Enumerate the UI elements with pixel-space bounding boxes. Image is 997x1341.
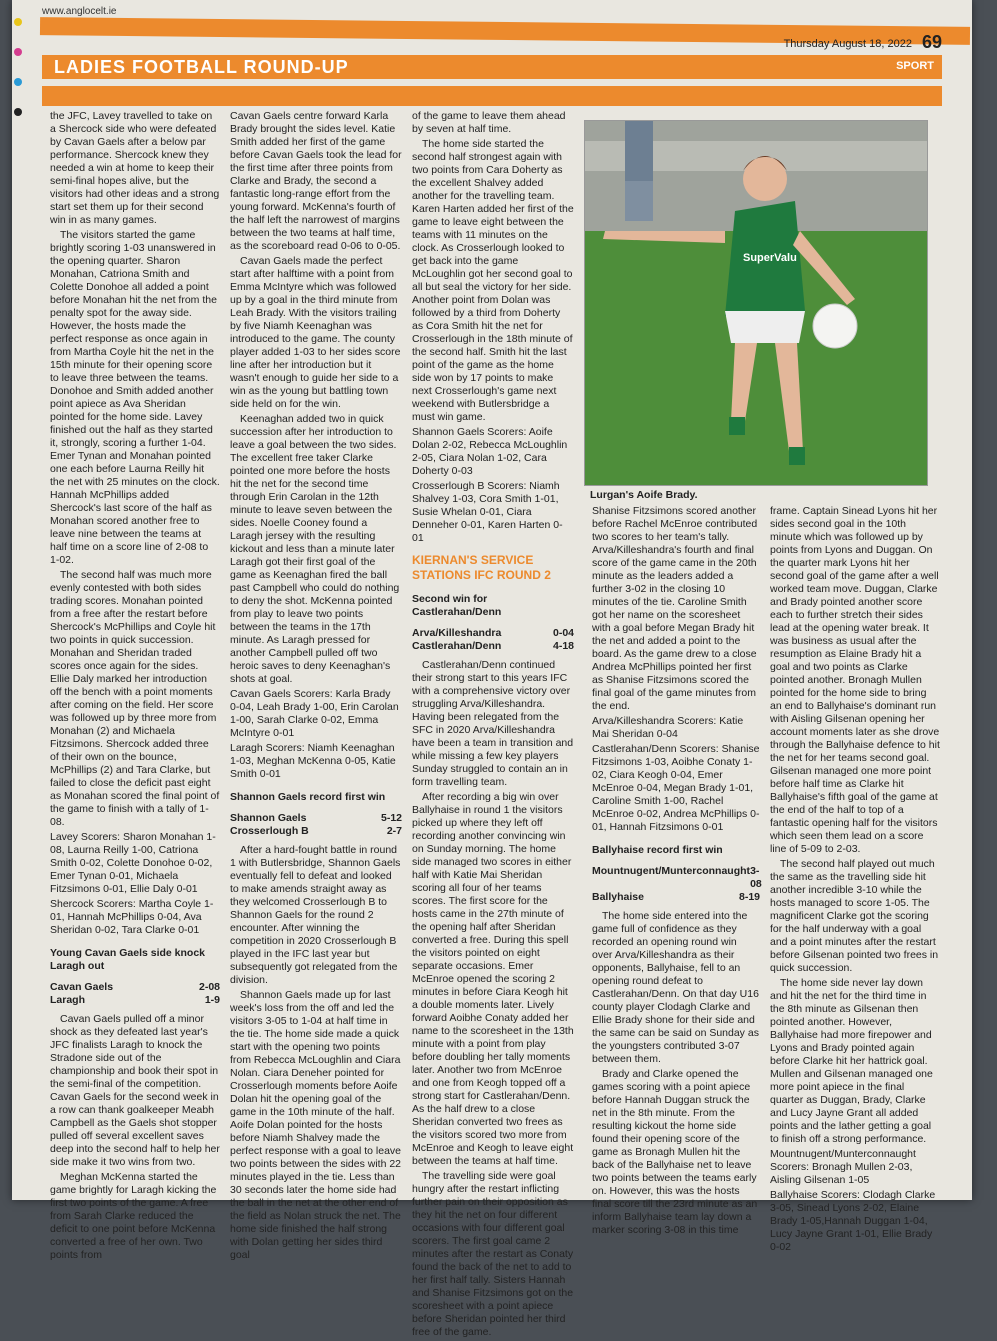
paragraph: The home side started the second half strongest again with two points from Cara Doherty as the excellent Shalvey added another for the travelling team. Karen Harten added her first of the game to leave eight between the teams with 11 minutes on the clock. As Crosserlough looked to get back into the game McLoughlin got her second goal to all but seal the victory for her side. Another point from Dolan was followed by a third from Doherty as Cora Smith hit the net for Crosserlough in the 18th minute of the second half. Smith hit the last point of the game as the home side won by 17 points to make next Crosserlough's game next weekend with Butlersbridge a must win game. bbox=[412, 138, 574, 423]
team-score: 2-08 bbox=[198, 981, 220, 993]
photo-illustration bbox=[585, 121, 927, 485]
team-name: Ballyhaise bbox=[592, 891, 644, 903]
scorers-line: Lavey Scorers: Sharon Monahan 1-08, Laurna Reilly 1-00, Catriona Smith 0-02, Colette Donohoe 0-02, Emer Tynan 0-01, Michaela Fitzsimons 0-01, Ellie Daly 0-01 bbox=[50, 831, 216, 895]
paragraph: Meghan McKenna started the game brightly for Laragh kicking the first two points of the game. A free from Sarah Clarke reduced the deficit to one point before McKenna converted a free of her own. Two points from bbox=[50, 1171, 217, 1261]
magenta-mark bbox=[14, 48, 22, 56]
paragraph: The home side entered into the game full of confidence as they recorded an opening round win over Arva/Killeshandra as their opponents, Ballyhaise, fell to an opening round defeat to Castlerahan/Denn. On that day U16 county player Clodagh Clarke and Ellie Brady shone for their side and the same can be said on Sunday as the youngsters contributed 3-07 between them. bbox=[592, 910, 759, 1065]
header-stripe bbox=[42, 86, 942, 106]
column-4 bbox=[592, 505, 760, 1239]
team-name: Cavan Gaels bbox=[50, 981, 114, 993]
team-name: Crosserlough B bbox=[230, 825, 309, 837]
competition-banner bbox=[412, 553, 574, 583]
section-tag: SPORT bbox=[896, 60, 934, 72]
paragraph: The travelling side were goal hungry after the restart inflicting further pain on their opposition as they hit the net on four different occasions with four different goal scorers. The first goal came 2 minutes after the restart as Conaty found the back of the net to add to her first half tally. Sisters Hannah and Shanise Fitzsimons got on the scoresheet with a point apiece before Sheridan pointed her third free of the game. bbox=[412, 1170, 574, 1338]
yellow-mark bbox=[14, 18, 22, 26]
page-number: 69 bbox=[921, 32, 942, 52]
spectator-legs bbox=[625, 181, 653, 221]
team-name: Castlerahan/Denn bbox=[412, 640, 502, 652]
paragraph: Shanise Fitzsimons scored another before Rachel McEnroe contributed two scores to her team's tally. Arva/Killeshandra's fourth and final score of the game came in the 20th minute as the leaders added a further 3-02 in the closing 10 minutes of the tie. Caroline Smith got her name on the scoresheet with a goal before Megan Brady hit the net and added a point to the board. As the game drew to a close Andrea McPhillips pointed her first as Shanise Fitzsimons scored the final goal of the game minutes from the end. bbox=[592, 505, 758, 712]
paragraph: The visitors started the game brightly scoring 1-03 unanswered in the opening quarter. Sharon Monahan, Catriona Smith and Colette Donohoe all added a point before Monahan hit the net from the penalty spot for the away side. However, the hosts made the perfect response as once again in from Martha Coyle hit the net in the 15th minute for their opening score to leave three between the teams. Donohoe and Smith added another point apiece as Ava Sheridan pointed for the home side. Lavey finished out the half as they started it, strongly, scoring a further 1-04. Emer Tynan and Monahan pointed one each before Laurna Reilly hit the net with 25 minutes on the clock. Hannah McPhillips added Shercock's last score of the half as Monahan scored another free to leave nine between the teams at half time on a score line of 2-08 to 1-02. bbox=[50, 229, 220, 566]
paragraph: Keenaghan added two in quick succession after her introduction to leave a goal between the two sides. The excellent free taker Clarke pointed one more before the hosts hit the net for the second time through Erin Carolan in the 12th minute to leave seven between the sides. Noelle Cooney found a Laragh jersey with the resulting kickout and less than a minute later Laragh got their first goal of the game as Keenaghan fired the ball past Campbell who could do nothing to deny the shot. McKenna pointed from play to leave two points between the teams in the 17th minute. As Laragh pressed for another Campbell pulled off two heroic saves to deny Keenaghan's shots at goal. bbox=[230, 413, 400, 685]
result-row bbox=[592, 891, 760, 904]
jersey-sponsor: SuperValu bbox=[743, 252, 797, 264]
spectator-body bbox=[625, 121, 653, 181]
result-row bbox=[412, 640, 574, 653]
newspaper-page bbox=[12, 0, 972, 1338]
subheading: Young Cavan Gaels side knock Laragh out bbox=[50, 947, 206, 972]
paragraph: The home side never lay down and hit the net for the third time in the 8th minute as Gilsenan then pointed another. However, Ballyhaise had more firepower and Lyons and Brady pointed again before Clarke hit her hattrick goal. Mullen and Gilsenan managed one more point apiece in the final quarter as Duggan, Brady, Clarke and Lucy Jayne Grant all added points and the lather getting a goal to finish off a strong performance. bbox=[770, 977, 933, 1145]
column-5 bbox=[770, 505, 940, 1256]
black-mark bbox=[14, 108, 22, 116]
scorers-line: Mountnugent/Munterconnaught Scorers: Bronagh Mullen 2-03, Aisling Gilsenan 1-05 bbox=[770, 1148, 916, 1186]
team-score: 8-19 bbox=[738, 891, 760, 903]
player-photo bbox=[584, 120, 928, 486]
team-score: 0-04 bbox=[552, 627, 574, 639]
paragraph: Cavan Gaels made the perfect start after halftime with a point from Emma McIntyre which was followed up by a goal in the third minute from Leah Brady. With the visitors trailing by five Niamh Keenaghan was introduced to the game. The county player added 1-03 to her sides score line after her introduction but it wasn't enough to guide her side to a win as the young but battling town side held on for the win. bbox=[230, 255, 401, 410]
scorers-line: Castlerahan/Denn Scorers: Shanise Fitzsimons 1-03, Aoibhe Conaty 1-02, Ciara Keogh 0-04, Emer McEnroe 0-04, Megan Brady 1-01, Caroline Smith 1-00, Rachel McEnroe 0-02, Andrea McPhillips 0-01, Hannah Fitzsimons 0-01 bbox=[592, 743, 760, 833]
team-score: 2-7 bbox=[386, 825, 402, 837]
paragraph: Shannon Gaels made up for last week's loss from the off and led the visitors 3-05 to 1-04 at half time in the tie. The home side made a quick start with the opening two points from Rebecca McLoughlin and Ciara Nolan. Ciara Deneher pointed for Crosserlough moments before Aoife Dolan hit the opening goal of the game in the 10th minute of the half. Aoife Dolan pointed for the hosts before Niamh Shalvey made the perfect response with a goal to leave two points between the sides with 22 minutes played in the tie. Less than 30 seconds later the home side had the ball in the net at the other end of the field as Nolan struck the net. The home side finished the half strong with Dolan getting her sides third goal bbox=[230, 989, 402, 1261]
paragraph: Cavan Gaels centre forward Karla Brady brought the sides level. Katie Smith added her first of the game before Cavan Gaels took the lead for the first time after three points from Clarke and Brady, the second a fantastic long-range effort from the young forward. McKenna's fourth of the half left the narrowest of margins between the two teams at half time, as the scoreboard read 0-06 to 0-05. bbox=[230, 110, 402, 252]
photo-caption: Lurgan's Aoife Brady. bbox=[590, 489, 698, 501]
team-name: Shannon Gaels bbox=[230, 812, 307, 824]
issue-date: Thursday August 18, 2022 bbox=[783, 38, 912, 50]
scorers-line: Laragh Scorers: Niamh Keenaghan 1-03, Meghan McKenna 0-05, Katie Smith 0-01 bbox=[230, 742, 396, 780]
player-head bbox=[743, 157, 787, 201]
team-score: 1-9 bbox=[204, 994, 220, 1006]
banner-line: STATIONS IFC ROUND 2 bbox=[412, 568, 551, 582]
team-name: Arva/Killeshandra bbox=[412, 627, 502, 639]
player-sock bbox=[789, 447, 805, 465]
paragraph: of the game to leave them ahead by seven at half time. bbox=[412, 110, 566, 135]
column-2 bbox=[230, 110, 402, 1264]
result-row bbox=[230, 812, 402, 825]
paragraph: After recording a big win over Ballyhaise in round 1 the visitors picked up where they left off recording another convincing win on Sunday morning. The home side managed two scores in either half with Katie Mai Sheridan scoring all four of her teams scores. The first score for the hosts came in the 27th minute of the opening half after Sheridan converted a free. During this spell the visitors pointed on eight separate occasions. Emer McEnroe opened the scoring 2 minutes in before Ciara Keogh hit a double moments later. Lively forward Aoibhe Conaty added her name to the scoresheet in the 13th minute with a point from play before doubling her tally moments later. Another two from McEnroe and one from Keogh topped off a strong start for Castlerahan/Denn. As the half drew to a close Sheridan converted two frees as the visitors scored two more from McEnroe and Keogh to leave eight between the teams at half time. bbox=[412, 791, 574, 1167]
player-sock bbox=[729, 417, 745, 435]
scorers-line: Shercock Scorers: Martha Coyle 1-01, Hannah McPhillips 0-04, Ava Sheridan 0-02, Tara Clarke 0-01 bbox=[50, 898, 214, 936]
site-url: www.anglocelt.ie bbox=[42, 6, 117, 17]
paragraph: The second half played out much the same as the travelling side hit another incredible 3-10 while the hosts managed to score 1-05. The magnificent Clarke got the scoring for the half underway with a goal and a point minutes after the restart before Gilsenan pointed two frees in quick succession. bbox=[770, 858, 939, 974]
team-score: 4-18 bbox=[552, 640, 574, 652]
section-header bbox=[42, 55, 942, 79]
scorers-line: Crosserlough B Scorers: Niamh Shalvey 1-03, Cora Smith 1-01, Susie Whelan 0-01, Ciara Denneher 0-01, Karen Harten 0-01 bbox=[412, 480, 563, 544]
cyan-mark bbox=[14, 78, 22, 86]
result-row bbox=[592, 865, 760, 891]
team-name: Mountnugent/Munterconnaught bbox=[592, 865, 751, 877]
player-shorts bbox=[725, 311, 805, 343]
scorers-line: Cavan Gaels Scorers: Karla Brady 0-04, Leah Brady 1-00, Erin Carolan 1-00, Sarah Clarke 0-02, Emma McIntyre 0-01 bbox=[230, 688, 399, 739]
team-name: Laragh bbox=[50, 994, 86, 1006]
subheading: Second win for Castlerahan/Denn bbox=[412, 593, 502, 618]
paragraph: After a hard-fought battle in round 1 with Butlersbridge, Shannon Gaels eventually fell to defeat and looked to make amends straight away as they welcomed Crosserlough B to Shannon Gaels for the round 2 encounter. After winning the competition in 2020 Crosserlough B played in the IFC last year but subsequently got relegated from the division. bbox=[230, 844, 401, 986]
paragraph: The second half was much more evenly contested with both sides trading scores. Monahan pointed from a free after the restart before Shercock's McPhillips and Coyle hit two points in quick succession. Monahan and Sheridan traded scores once again for the sides. Ellie Daly marked her introduction off the bench with a point moments after coming on the field. Her score was followed up by three more from Monahan (2) and Michaela Fitzsimons. Shercock added three of their own on the bounce, McPhillips (2) and Tara Clarke, but failed to close the deficit past eight as Monahan scored the final point of the game to finish with a tally of 1-08. bbox=[50, 569, 220, 828]
column-3 bbox=[412, 110, 574, 1341]
column-1 bbox=[50, 110, 220, 1264]
section-title: LADIES FOOTBALL ROUND-UP bbox=[54, 57, 349, 77]
result-row bbox=[230, 825, 402, 838]
paragraph: Castlerahan/Denn continued their strong start to this years IFC with a comprehensive victory over struggling Arva/Killeshandra. Having been relegated from the SFC in 2020 Arva/Killeshandra have been a team in transition and while missing a few key players Sunday struggled to contain an in form travelling team. bbox=[412, 659, 574, 788]
result-row bbox=[50, 994, 220, 1007]
scorers-line: Shannon Gaels Scorers: Aoife Dolan 2-02, Rebecca McLoughlin 2-05, Ciara Nolan 1-02, Cara Doherty 0-03 bbox=[412, 426, 568, 477]
banner-line: KIERNAN'S SERVICE bbox=[412, 553, 534, 567]
scorers-line: Ballyhaise Scorers: Clodagh Clarke 3-05, Sinead Lyons 2-02, Elaine Brady 1-05,Hannah Duggan 1-04, Lucy Jayne Grant 1-01, Ellie Brady 0-02 bbox=[770, 1189, 936, 1253]
paragraph: Cavan Gaels pulled off a minor shock as they defeated last year's JFC finalists Laragh to knock the Stradone side out of the championship and book their spot in the semi-final of the competition. Cavan Gaels for the second week in a row can thank goalkeeper Meabh Campbell as the Gaels shot stopper pulled off several excellent saves deep into the second half to help her side make it two wins from two. bbox=[50, 1013, 220, 1168]
team-score: 5-12 bbox=[380, 812, 402, 824]
scorers-line: Arva/Killeshandra Scorers: Katie Mai Sheridan 0-04 bbox=[592, 715, 744, 740]
result-row bbox=[412, 627, 574, 640]
football bbox=[813, 304, 857, 348]
subheading: Ballyhaise record first win bbox=[592, 844, 723, 856]
team-score: 3-08 bbox=[750, 865, 762, 890]
subheading: Shannon Gaels record first win bbox=[230, 791, 386, 803]
paragraph: the JFC, Lavey travelled to take on a Shercock side who were defeated by Cavan Gaels after a below par performance. Shercock knew they needed a win at home to keep their semi-final hopes alive, but the visitors had other ideas and a strong start set them up for their second win in as many games. bbox=[50, 110, 220, 226]
registration-marks bbox=[14, 18, 24, 138]
paragraph: Brady and Clarke opened the games scoring with a point apiece before Hannah Duggan struck the net in the 8th minute. From the resulting kickout the home side found their opening score of the game as Bronagh Mullen hit the back of the Ballyhaise net to leave two points between the teams early on. However, this was the hosts final score till the 23rd minute as an inform Ballyhaise team lay down a marker scoring 3-08 in this time bbox=[592, 1068, 758, 1236]
paragraph: frame. Captain Sinead Lyons hit her sides second goal in the 10th minute which was followed up by points from Lyons and Duggan. On the quarter mark Lyons hit her second goal of the game after a well worked team move. Duggan, Clarke and Brady pointed another score each to further stretch their sides lead at the opening water break. It was business as usual after the resumption as Elaine Brady hit a goal and two points as Clarke pointed another. Bronagh Mullen pointed for the home side to bring an end to Ballyhaise's dominant run with Aisling Gilsenan opening her account moments later as she drove through the Ballyhaise defence to hit the net for her teams second goal. Gilsenan managed one more point before half time as Clarke hit Ballyhaise's fifth goal of the game at the end of the half to top of a fantastic opening half for the visitors which seen them lead on a score line of 5-09 to 2-03. bbox=[770, 505, 940, 855]
result-row bbox=[50, 981, 220, 994]
